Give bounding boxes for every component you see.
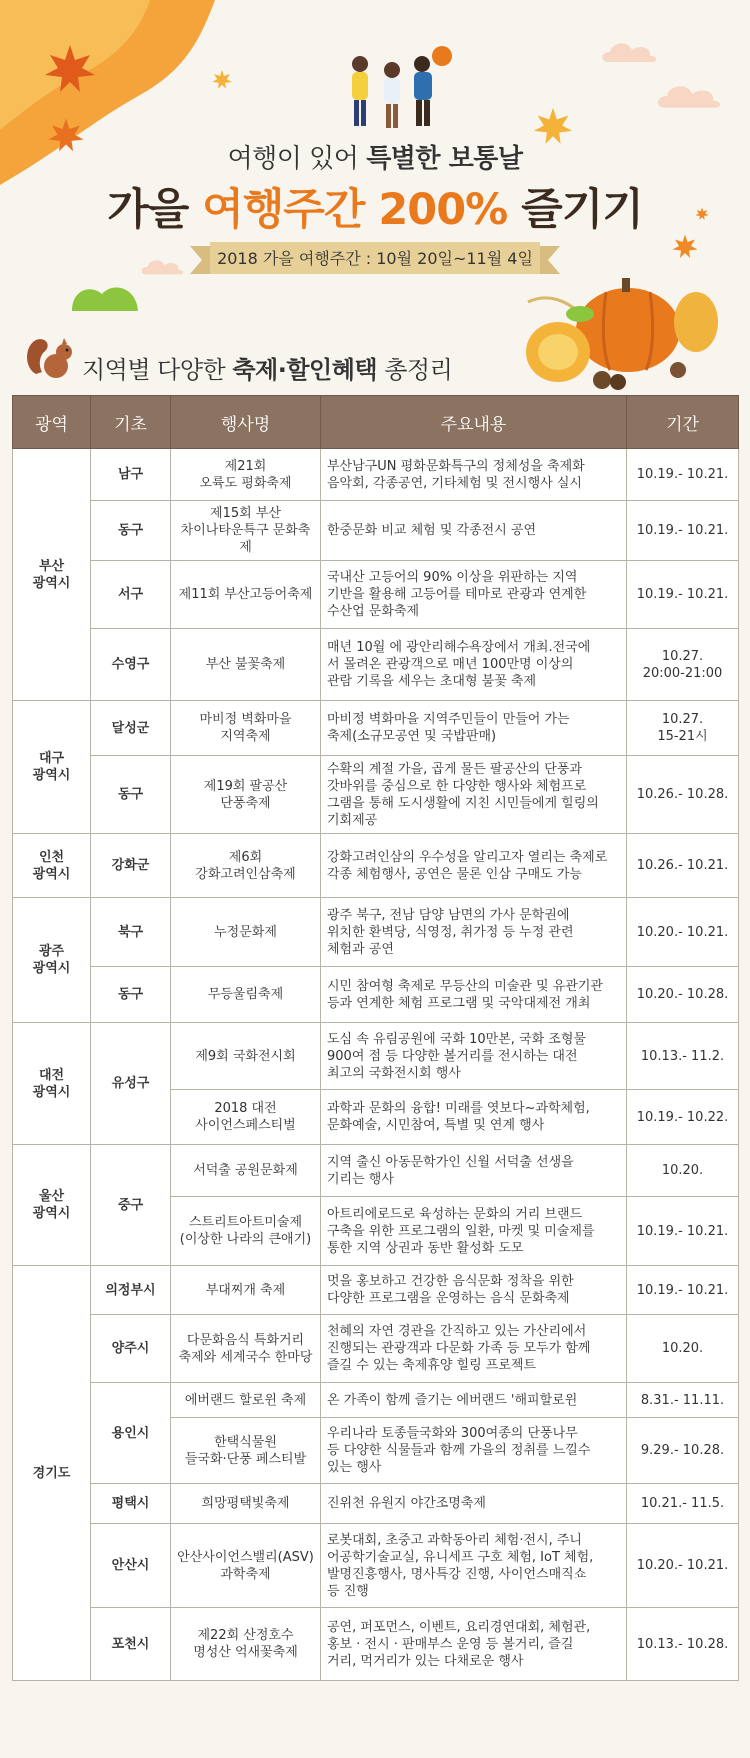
travelers-illustration	[330, 42, 460, 142]
content-cell: 멋을 홍보하고 건강한 음식문화 정착을 위한 다양한 프로그램을 운영하는 음식 문화축제	[321, 1266, 627, 1315]
hill-icon	[70, 280, 140, 312]
event-cell: 한택식물원 들국화·단풍 페스티발	[171, 1418, 321, 1484]
period-cell: 10.20.	[627, 1145, 739, 1197]
period-cell: 10.20.- 10.28.	[627, 967, 739, 1023]
event-cell: 부대찌개 축제	[171, 1266, 321, 1315]
table-header-row	[13, 396, 739, 449]
district-cell: 수영구	[91, 629, 171, 701]
district-cell: 의정부시	[91, 1266, 171, 1315]
table-row	[13, 1484, 739, 1524]
content-cell: 부산남구UN 평화문화특구의 정체성을 축제화 음악회, 각종공연, 기타체험 및 전시행사 실시	[321, 449, 627, 501]
table-row	[13, 1383, 739, 1418]
event-cell: 희망평택빛축제	[171, 1484, 321, 1524]
maple-leaf-icon	[210, 68, 234, 92]
event-cell: 무등울림축제	[171, 967, 321, 1023]
table-row	[13, 449, 739, 501]
table-row	[13, 1023, 739, 1090]
district-cell: 용인시	[91, 1383, 171, 1484]
district-cell: 달성군	[91, 701, 171, 756]
event-cell: 제11회 부산고등어축제	[171, 561, 321, 629]
content-cell: 과학과 문화의 융합! 미래를 엿보다~과학체험, 문화예술, 시민참여, 특별 및 연계 행사	[321, 1090, 627, 1145]
content-cell: 온 가족이 함께 즐기는 에버랜드 '해피할로윈	[321, 1383, 627, 1418]
event-cell: 제9회 국화전시회	[171, 1023, 321, 1090]
table-row	[13, 1315, 739, 1383]
district-cell: 중구	[91, 1145, 171, 1266]
district-cell: 북구	[91, 898, 171, 967]
event-cell: 2018 대전 사이언스페스티벌	[171, 1090, 321, 1145]
table-row	[13, 1608, 739, 1681]
content-cell: 시민 참여형 축제로 무등산의 미술관 및 유관기관 등과 연계한 체험 프로그램 및 국악대제전 개최	[321, 967, 627, 1023]
content-cell: 마비정 벽화마을 지역주민들이 만들어 가는 축제(소규모공연 및 국밥판매)	[321, 701, 627, 756]
event-cell: 부산 불꽃축제	[171, 629, 321, 701]
event-cell: 스트리트아트미술제 (이상한 나라의 큰애기)	[171, 1197, 321, 1266]
event-cell: 제21회 오륙도 평화축제	[171, 449, 321, 501]
cloud-icon	[655, 80, 725, 110]
district-cell: 동구	[91, 501, 171, 561]
content-cell: 광주 북구, 전남 담양 남면의 가사 문학권에 위치한 환벽당, 식영정, 취가정 등 누정 관련 체험과 공연	[321, 898, 627, 967]
page-title: 가을 여행주간 200% 즐기기	[107, 185, 643, 235]
period-cell: 10.13.- 11.2.	[627, 1023, 739, 1090]
content-cell: 지역 출신 아동문학가인 신월 서덕출 선생을 기리는 행사	[321, 1145, 627, 1197]
district-cell: 서구	[91, 561, 171, 629]
col-header-district: 기초	[91, 396, 171, 449]
table-row	[13, 501, 739, 561]
hero-header	[0, 0, 750, 395]
period-cell: 10.13.- 10.28.	[627, 1608, 739, 1681]
period-cell: 10.20.- 10.21.	[627, 1524, 739, 1608]
region-cell: 울산 광역시	[13, 1145, 91, 1266]
content-cell: 매년 10월 에 광안리해수욕장에서 개최.전국에 서 몰려온 관광객으로 매년 100만명 이상의 관람 기록을 세우는 초대형 불꽃 축제	[321, 629, 627, 701]
period-cell: 8.31.- 11.11.	[627, 1383, 739, 1418]
content-cell: 도심 속 유림공원에 국화 10만본, 국화 조형물 900여 점 등 다양한 볼거리를 전시하는 대전 최고의 국화전시회 행사	[321, 1023, 627, 1090]
table-row	[13, 967, 739, 1023]
event-cell: 제22회 산정호수 명성산 억새꽃축제	[171, 1608, 321, 1681]
cloud-icon	[600, 38, 660, 64]
content-cell: 로봇대회, 초중고 과학동아리 체험·전시, 주니 어공학기술교실, 유니세프 구호 체험, IoT 체험, 발명진흥행사, 명사특강 진행, 사이언스매직쇼 등 진행	[321, 1524, 627, 1608]
event-cell: 에버랜드 할로윈 축제	[171, 1383, 321, 1418]
period-cell: 10.19.- 10.21.	[627, 1197, 739, 1266]
content-cell: 천혜의 자연 경관을 간직하고 있는 가산리에서 진행되는 관광객과 다문화 가족 등 모두가 함께 즐길 수 있는 축제휴양 힐링 프로젝트	[321, 1315, 627, 1383]
col-header-region: 광역	[13, 396, 91, 449]
period-cell: 9.29.- 10.28.	[627, 1418, 739, 1484]
table-row	[13, 1145, 739, 1197]
maple-leaf-icon	[40, 40, 100, 100]
event-cell: 누정문화제	[171, 898, 321, 967]
region-cell: 광주 광역시	[13, 898, 91, 1023]
region-cell: 대구 광역시	[13, 701, 91, 834]
cloud-icon	[140, 256, 186, 276]
district-cell: 평택시	[91, 1484, 171, 1524]
district-cell: 동구	[91, 756, 171, 834]
content-cell: 수확의 계절 가을, 곱게 물든 팔공산의 단풍과 갓바위를 중심으로 한 다양한 행사와 체험프로 그램을 통해 도시생활에 지친 시민들에게 힐링의 기회제공	[321, 756, 627, 834]
district-cell: 포천시	[91, 1608, 171, 1681]
page-subtitle: 여행이 있어 특별한 보통날	[227, 144, 523, 174]
period-cell: 10.19.- 10.21.	[627, 501, 739, 561]
period-cell: 10.19.- 10.21.	[627, 449, 739, 501]
event-cell: 안산사이언스밸리(ASV) 과학축제	[171, 1524, 321, 1608]
content-cell: 우리나라 토종들국화와 300여종의 단풍나무 등 다양한 식물들과 함께 가을의 정취를 느낄수 있는 행사	[321, 1418, 627, 1484]
period-cell: 10.21.- 11.5.	[627, 1484, 739, 1524]
table-row	[13, 1524, 739, 1608]
period-cell: 10.20.	[627, 1315, 739, 1383]
content-cell: 한중문화 비교 체험 및 각종전시 공연	[321, 501, 627, 561]
region-cell: 부산 광역시	[13, 449, 91, 701]
period-cell: 10.19.- 10.21.	[627, 561, 739, 629]
table-row	[13, 561, 739, 629]
table-row	[13, 701, 739, 756]
event-cell: 마비정 벽화마을 지역축제	[171, 701, 321, 756]
event-cell: 서덕출 공원문화제	[171, 1145, 321, 1197]
col-header-content: 주요내용	[321, 396, 627, 449]
table-row	[13, 629, 739, 701]
event-cell: 제6회 강화고려인삼축제	[171, 834, 321, 898]
content-cell: 국내산 고등어의 90% 이상을 위판하는 지역 기반을 활용해 고등어를 테마로 관광과 연계한 수산업 문화축제	[321, 561, 627, 629]
period-ribbon	[190, 240, 560, 278]
period-cell: 10.27. 15-21시	[627, 701, 739, 756]
table-row	[13, 1266, 739, 1315]
col-header-event: 행사명	[171, 396, 321, 449]
district-cell: 강화군	[91, 834, 171, 898]
district-cell: 안산시	[91, 1524, 171, 1608]
district-cell: 남구	[91, 449, 171, 501]
event-cell: 제15회 부산 차이나타운특구 문화축제	[171, 501, 321, 561]
content-cell: 공연, 퍼포먼스, 이벤트, 요리경연대회, 체험관, 홍보 · 전시 · 판매부스 운영 등 볼거리, 즐길 거리, 먹거리가 있는 다채로운 행사	[321, 1608, 627, 1681]
content-cell: 강화고려인삼의 우수성을 알리고자 열리는 축제로 각종 체험행사, 공연은 물론 인삼 구매도 가능	[321, 834, 627, 898]
col-header-period: 기간	[627, 396, 739, 449]
squirrel-icon	[22, 328, 78, 384]
period-cell: 10.19.- 10.21.	[627, 1266, 739, 1315]
event-cell: 제19회 팔공산 단풍축제	[171, 756, 321, 834]
district-cell: 양주시	[91, 1315, 171, 1383]
content-cell: 아트리에로드로 육성하는 문화의 거리 브랜드 구축을 위한 프로그램의 일환, 마켓 및 미술제를 통한 지역 상권과 동반 활성화 도모	[321, 1197, 627, 1266]
district-cell: 유성구	[91, 1023, 171, 1145]
table-row	[13, 756, 739, 834]
section-title: 지역별 다양한 축제·할인혜택 총정리	[82, 356, 453, 384]
content-cell: 진위천 유원지 야간조명축제	[321, 1484, 627, 1524]
district-cell: 동구	[91, 967, 171, 1023]
period-cell: 10.19.- 10.22.	[627, 1090, 739, 1145]
region-cell: 경기도	[13, 1266, 91, 1681]
region-cell: 대전 광역시	[13, 1023, 91, 1145]
period-cell: 10.26.- 10.21.	[627, 834, 739, 898]
region-cell: 인천 광역시	[13, 834, 91, 898]
festival-table	[12, 395, 739, 1681]
period-cell: 10.27. 20:00-21:00	[627, 629, 739, 701]
period-cell: 10.20.- 10.21.	[627, 898, 739, 967]
period-text: 2018 가을 여행주간 : 10월 20일~11월 4일	[217, 249, 533, 268]
table-row	[13, 898, 739, 967]
harvest-illustration	[518, 262, 728, 392]
table-row	[13, 834, 739, 898]
event-cell: 다문화음식 특화거리 축제와 세계국수 한마당	[171, 1315, 321, 1383]
period-cell: 10.26.- 10.28.	[627, 756, 739, 834]
